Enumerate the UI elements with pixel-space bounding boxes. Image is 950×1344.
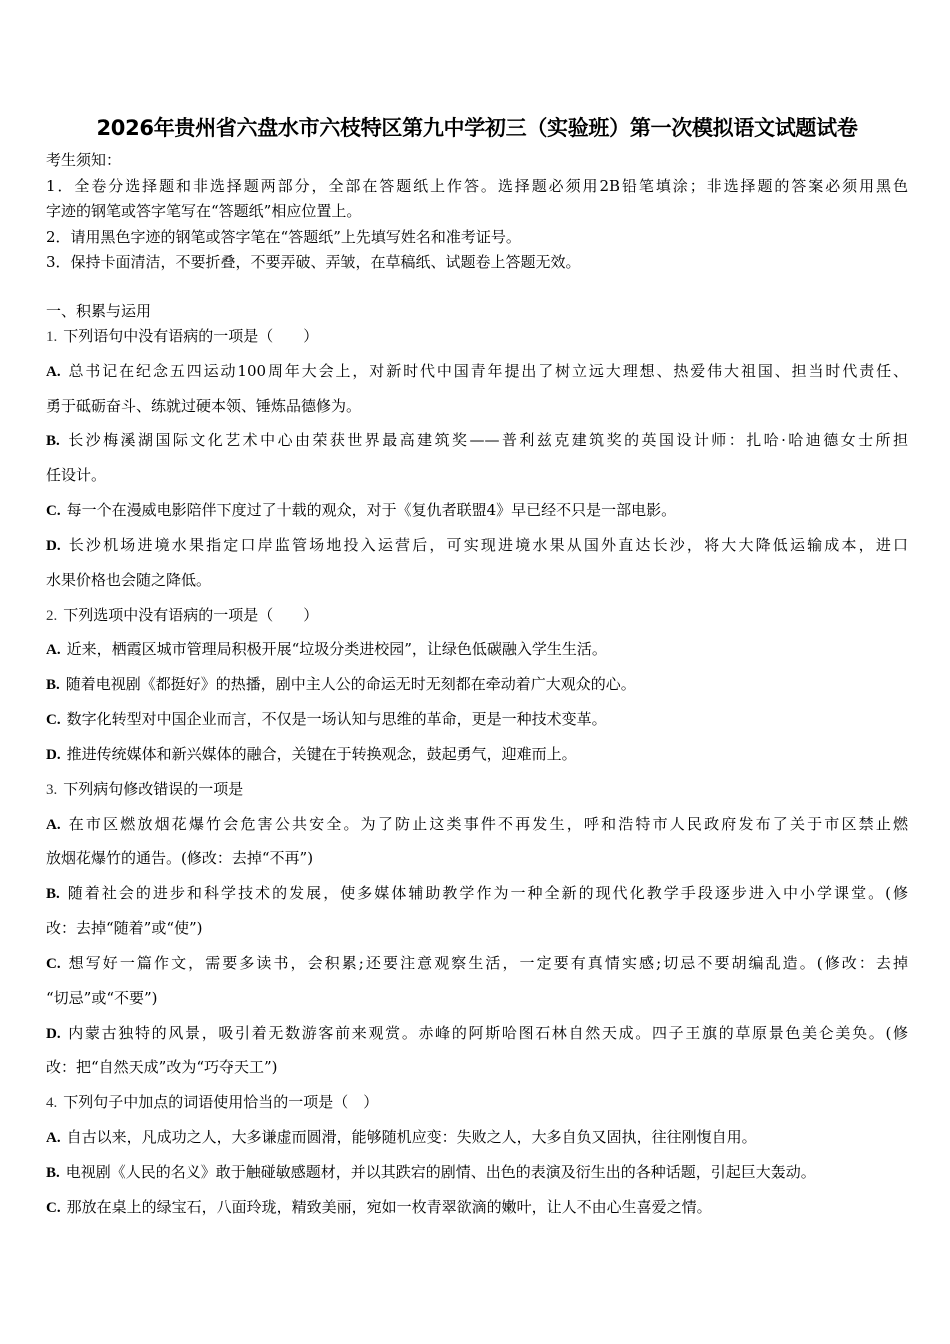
option-text: 近来，栖霞区城市管理局积极开展“垃圾分类进校园”，让绿色低碳融入学生生活。 [66, 640, 607, 659]
option-text: 任设计。 [46, 466, 107, 485]
question [46, 319, 908, 598]
option-label: C. [46, 1199, 61, 1216]
option-line [46, 493, 908, 528]
question-number: 4. [46, 1095, 58, 1112]
question-number: 2. [46, 607, 58, 624]
option-line [46, 667, 908, 702]
option-line [46, 841, 908, 876]
option-text: 水果价格也会随之降低。 [46, 570, 212, 589]
question-text: 下列句子中加点的词语使用恰当的一项是（ ） [63, 1093, 379, 1112]
option-text: 想写好一篇作文，需要多读书，会积累;还要注意观察生活，一定要有真情实感;切忌不要胡编乱造。(修改：去掉 [66, 953, 908, 972]
option-line [46, 981, 908, 1016]
option-text: 数字化转型对中国企业而言，不仅是一场认知与思维的革命，更是一种技术变革。 [66, 710, 607, 729]
option-text: 勇于砥砺奋斗、练就过硬本领、锤炼品德修为。 [46, 396, 362, 415]
option-b [46, 876, 908, 946]
option-a [46, 1120, 908, 1155]
question-text: 下列语句中没有语病的一项是（ ） [63, 327, 319, 345]
question-stem [46, 598, 908, 633]
question-number: 1. [46, 329, 58, 345]
option-d [46, 1016, 908, 1086]
option-text: 总书记在纪念五四运动100周年大会上，对新时代中国青年提出了树立远大理想、热爱伟大祖国、担当时代责任、 [66, 361, 908, 380]
option-text: 内蒙古独特的风景，吸引着无数游客前来观赏。赤峰的阿斯哈图石林自然天成。四子王旗的草原景色美仑美奂。(修 [66, 1023, 908, 1042]
option-line [46, 423, 908, 458]
question-stem [46, 1085, 908, 1120]
notice-line: 1．全卷分选择题和非选择题两部分，全部在答题纸上作答。选择题必须用2B铅笔填涂；非选择题的答案必须用黑色 [46, 176, 908, 195]
option-text: 推进传统媒体和新兴媒体的融合，关键在于转换观念，鼓起勇气，迎难而上。 [66, 744, 577, 763]
option-label: B. [46, 886, 60, 903]
option-line [46, 1016, 908, 1051]
option-label: B. [46, 1164, 60, 1181]
option-a [46, 632, 908, 667]
option-line [46, 737, 908, 772]
option-text: 随着电视剧《都挺好》的热播，剧中主人公的命运无时无刻都在牵动着广大观众的心。 [65, 675, 636, 694]
option-text: 长沙机场进境水果指定口岸监管场地投入运营后，可实现进境水果从国外直达长沙，将大大降低运输成本，进口 [66, 535, 908, 554]
option-label: A. [46, 1130, 61, 1147]
option-b [46, 423, 908, 493]
option-line [46, 876, 908, 911]
question-stem [46, 319, 908, 354]
option-label: A. [46, 642, 61, 659]
option-text: 在市区燃放烟花爆竹会危害公共安全。为了防止这类事件不再发生，呼和浩特市人民政府发布了关于市区禁止燃 [66, 814, 908, 833]
option-line [46, 702, 908, 737]
option-b [46, 1155, 908, 1190]
option-text: 长沙梅溪湖国际文化艺术中心由荣获世界最高建筑奖——普利兹克建筑奖的英国设计师：扎哈·哈迪德女士所担 [65, 431, 908, 450]
option-line [46, 946, 908, 981]
option-text: “切忌”或“不要”) [46, 988, 158, 1007]
option-text: 自古以来，凡成功之人，大多谦虚而圆滑，能够随机应变：失败之人，大多自负又固执，往往刚愎自用。 [66, 1128, 757, 1147]
option-c [46, 702, 908, 737]
option-text: 放烟花爆竹的通告。(修改：去掉“不再”) [46, 849, 314, 868]
question-text: 下列选项中没有语病的一项是（ ） [63, 605, 319, 624]
question-list [46, 319, 908, 1225]
option-a [46, 807, 908, 877]
option-label: C. [46, 503, 61, 520]
option-label: C. [46, 955, 61, 972]
option-a [46, 354, 908, 424]
option-line [46, 911, 908, 946]
option-text: 那放在桌上的绿宝石，八面玲珑，精致美丽，宛如一枚青翠欲滴的嫩叶，让人不由心生喜爱之情。 [66, 1197, 712, 1216]
option-label: A. [46, 363, 61, 380]
option-line [46, 632, 908, 667]
option-text: 随着社会的进步和科学技术的发展，使多媒体辅助教学作为一种全新的现代化教学手段逐步进入中小学课堂。(修 [65, 884, 908, 903]
option-label: D. [46, 746, 61, 763]
option-text: 改：把“自然天成”改为“巧夺天工”) [46, 1058, 278, 1077]
option-line [46, 1120, 908, 1155]
option-c [46, 1190, 908, 1225]
exam-notice [46, 148, 908, 276]
option-line [46, 1155, 908, 1190]
question-stem [46, 772, 908, 807]
option-text: 改：去掉“随着”或“使”) [46, 919, 203, 938]
option-line [46, 389, 908, 424]
notice-line: 字迹的钢笔或答字笔写在“答题纸”相应位置上。 [46, 202, 362, 220]
option-line [46, 1190, 908, 1225]
question [46, 772, 908, 1085]
question [46, 598, 908, 772]
section-heading: 一、积累与运用 [46, 302, 152, 320]
option-line [46, 354, 908, 389]
option-text: 电视剧《人民的名义》敢于触碰敏感题材，并以其跌宕的剧情、出色的表演及衍生出的各种话题，引起巨大轰动。 [65, 1162, 816, 1181]
option-label: A. [46, 816, 61, 833]
page-title: 2026年贵州省六盘水市六枝特区第九中学初三（实验班）第一次模拟语文试题试卷 [96, 116, 858, 140]
option-line [46, 1050, 908, 1085]
question-text: 下列病句修改错误的一项是 [63, 779, 244, 798]
option-line [46, 458, 908, 493]
option-line [46, 807, 908, 842]
option-c [46, 946, 908, 1016]
notice-line: 考生须知： [46, 151, 122, 169]
option-label: C. [46, 712, 61, 729]
question-number: 3. [46, 781, 58, 798]
option-text: 每一个在漫威电影陪伴下度过了十载的观众，对于《复仇者联盟4》早已经不只是一部电影。 [66, 501, 677, 520]
option-line [46, 563, 908, 598]
option-d [46, 528, 908, 598]
option-line [46, 528, 908, 563]
option-label: D. [46, 1025, 61, 1042]
option-d [46, 737, 908, 772]
option-c [46, 493, 908, 528]
option-label: B. [46, 677, 60, 694]
notice-line: 2．请用黑色字迹的钢笔或答字笔在“答题纸”上先填写姓名和准考证号。 [46, 227, 521, 246]
notice-line: 3．保持卡面清洁，不要折叠，不要弄破、弄皱，在草稿纸、试题卷上答题无效。 [46, 253, 581, 271]
option-label: D. [46, 537, 61, 554]
question [46, 1085, 908, 1224]
option-b [46, 667, 908, 702]
option-label: B. [46, 433, 60, 450]
